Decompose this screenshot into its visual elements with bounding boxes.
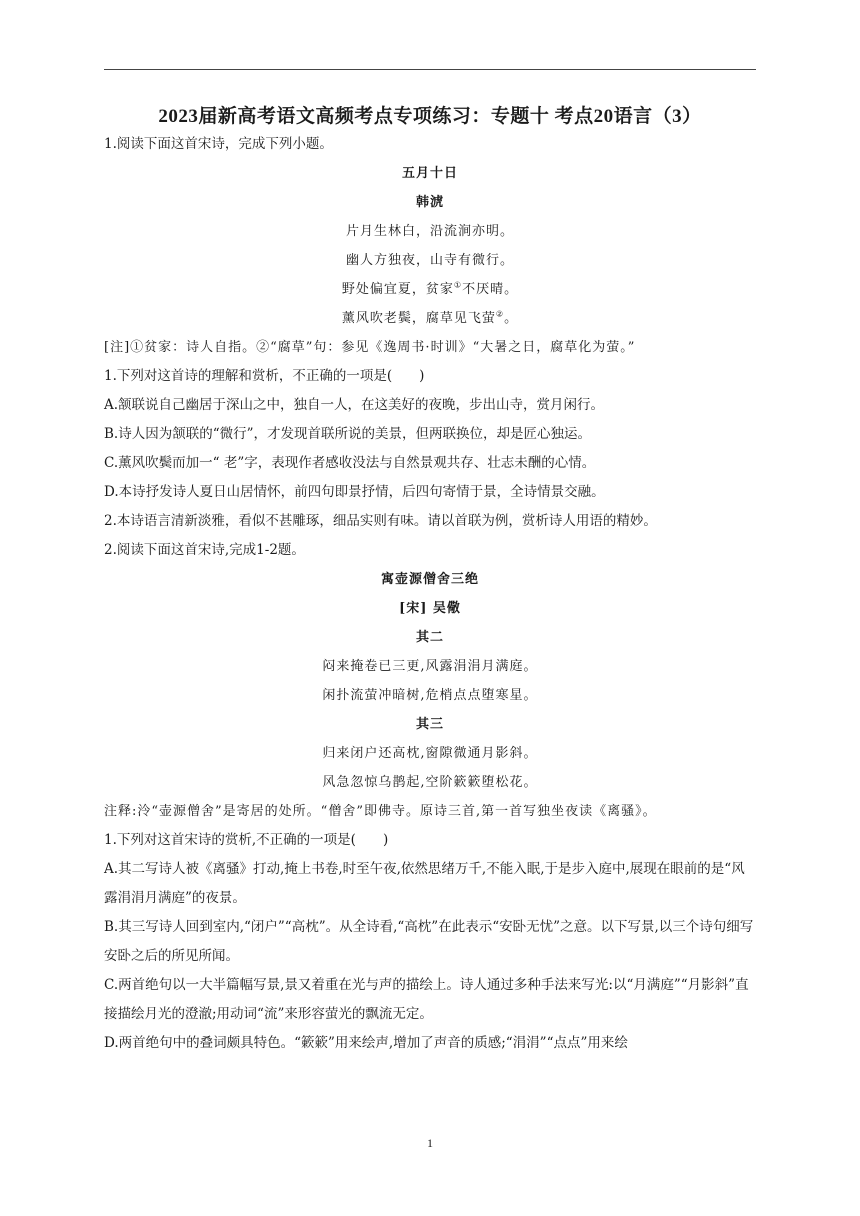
q1-option-b: B.诗人因为颔联的“微行”，才发现首联所说的美景，但两联换位，却是匠心独运。 bbox=[104, 426, 592, 442]
footnote-marker-1: ① bbox=[453, 280, 463, 290]
q1-poem-line-3 bbox=[104, 275, 756, 304]
q2-option-b: B.其三写诗人回到室内,“闭户”“高枕”。从全诗看,“高枕”在此表示“安卧无忧”之意。以下写景,以三个诗句细写安卧之后的所见所闻。 bbox=[104, 919, 754, 964]
q2-intro: 2.阅读下面这首宋诗,完成1-2题。 bbox=[104, 542, 305, 558]
q1-poet: 韩淲 bbox=[415, 195, 444, 210]
document-page bbox=[104, 104, 756, 1058]
q1-poem-line-4-tail: 。 bbox=[504, 311, 519, 326]
q1-sub1-question: 1.下列对这首诗的理解和赏析，不正确的一项是( ) bbox=[104, 368, 425, 384]
q1-poem-title: 五月十日 bbox=[401, 166, 458, 181]
header-rule bbox=[104, 69, 756, 70]
q1-option-a: A.颔联说自己幽居于深山之中，独自一人，在这美好的夜晚，步出山寺，赏月闲行。 bbox=[104, 397, 605, 413]
q1-poem-line-3-tail: 不厌晴。 bbox=[462, 282, 519, 297]
q2-option-c: C.两首绝句以一大半篇幅写景,景又着重在光与声的描绘上。诗人通过多种手法来写光:以“月满庭”“月影斜”直接描绘月光的澄澈;用动词“流”来形容萤光的飘流无定。 bbox=[104, 977, 749, 1022]
q2-option-d: D.两首绝句中的叠词颇具特色。“簌簌”用来绘声,增加了声音的质感;“涓涓”“点点”用来绘 bbox=[104, 1035, 628, 1051]
q2-part3-line-1: 归来闭户还高枕,窗隙微通月影斜。 bbox=[322, 746, 538, 761]
q1-poem-line-2: 幽人方独夜，山寺有微行。 bbox=[345, 253, 514, 268]
q1-note: [注]①贫家：诗人自指。②“腐草”句：参见《逸周书·时训》“大暑之日，腐草化为萤。” bbox=[104, 340, 636, 355]
q1-intro: 1.阅读下面这首宋诗，完成下列小题。 bbox=[104, 136, 333, 152]
q1-poem-line-4-head: 薰风吹老鬓，腐草见飞萤 bbox=[341, 311, 496, 326]
q2-poet: [宋] 吴儆 bbox=[399, 601, 461, 616]
q1-poem-line-4 bbox=[104, 304, 756, 333]
q2-part2-line-1: 闷来掩卷已三更,风露涓涓月满庭。 bbox=[322, 659, 538, 674]
q2-poem-title: 寓壶源僧舍三绝 bbox=[380, 572, 479, 587]
footnote-marker-2: ② bbox=[495, 309, 505, 319]
page-number: 1 bbox=[427, 1136, 433, 1150]
q2-note: 注释:泠“壶源僧舍”是寄居的处所。“僧舍”即佛寺。原诗三首,第一首写独坐夜读《离骚》。 bbox=[104, 804, 657, 819]
q1-sub2-question: 2.本诗语言清新淡雅，看似不甚雕琢，细品实则有味。请以首联为例，赏析诗人用语的精妙。 bbox=[104, 513, 657, 529]
q1-option-c: C.薰风吹鬓而加一“ 老”字，表现作者感收没法与自然景观共存、壮志未酬的心情。 bbox=[104, 455, 596, 471]
q1-poem-line-3-head: 野处偏宜夏，贫家 bbox=[341, 282, 454, 297]
q2-part2-title: 其二 bbox=[415, 630, 444, 645]
q2-part2-line-2: 闲扑流萤冲暗树,危梢点点堕寒星。 bbox=[322, 688, 538, 703]
q2-part3-line-2: 风急忽惊乌鹊起,空阶簌簌堕松花。 bbox=[322, 775, 538, 790]
q1-option-d: D.本诗抒发诗人夏日山居情怀，前四句即景抒情，后四句寄情于景，全诗情景交融。 bbox=[104, 484, 605, 500]
document-title: 2023届新高考语文高频考点专项练习：专题十 考点20语言（3） bbox=[158, 106, 702, 127]
q2-part3-title: 其三 bbox=[415, 717, 444, 732]
q2-sub1-question: 1.下列对这首宋诗的赏析,不正确的一项是( ) bbox=[104, 832, 389, 848]
q2-option-a: A.其二写诗人被《离骚》打动,掩上书卷,时至午夜,依然思绪万千,不能入眠,于是步入庭中,展现在眼前的是“风露涓涓月满庭”的夜景。 bbox=[104, 861, 745, 906]
q1-poem-line-1: 片月生林白，沿流涧亦明。 bbox=[345, 224, 514, 239]
